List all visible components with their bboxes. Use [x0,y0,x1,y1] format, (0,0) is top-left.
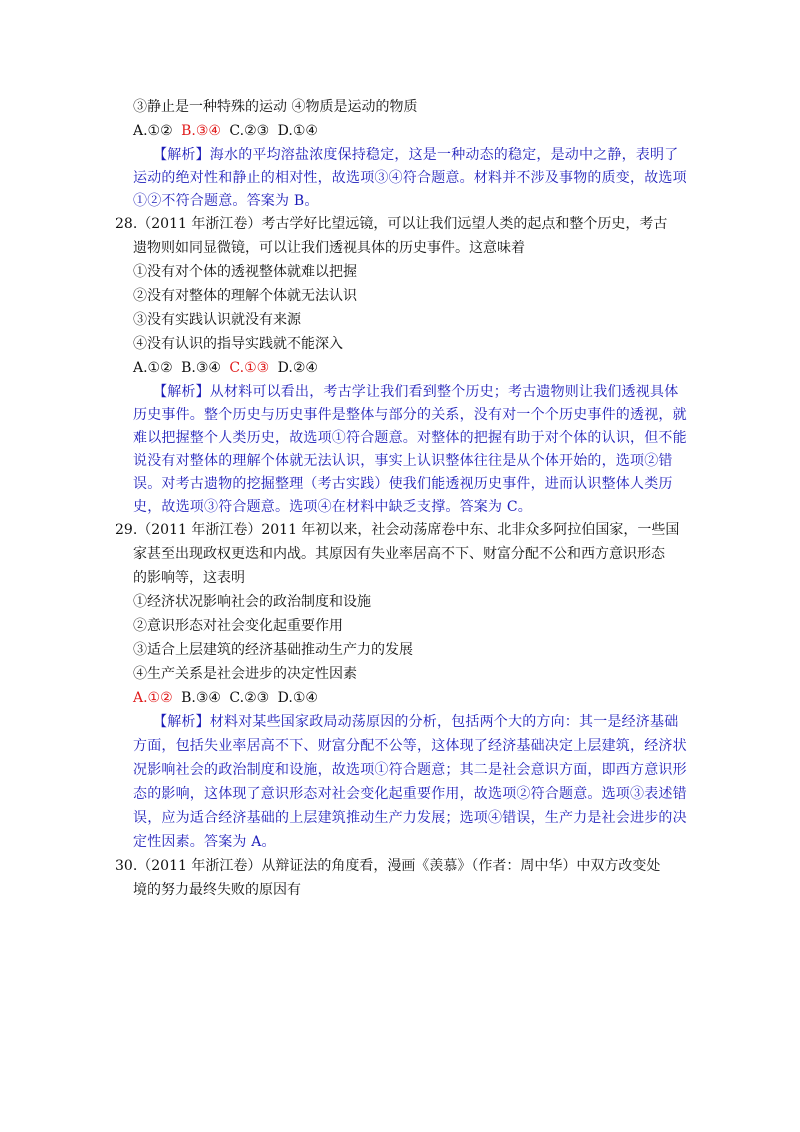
q28-analysis-line: 误。对考古遗物的挖掘整理（考古实践）使我们能透视历史事件，进而认识整体人类历 [133,476,673,492]
q29-option-b: B.③④ [181,690,221,706]
q29-stem-line: 29.（2011 年浙江卷）2011 年初以来，社会动荡席卷中东、北非众多阿拉伯国家，一些国 [115,522,680,538]
q28-stem-line: 遗物则如同显微镜，可以让我们透视具体的历史事件。这意味着 [133,240,525,256]
q29-stem-line: 的影响等，这表明 [133,570,245,586]
q28-analysis-line: 【解析】从材料可以看出，考古学让我们看到整个历史；考古遗物则让我们透视具体 [153,384,679,400]
q29-option-c: C.②③ [229,690,270,706]
q30-stem-line: 境的努力最终失败的原因有 [133,882,301,898]
q28-statement: ④没有认识的指导实践就不能深入 [133,336,343,352]
q29-statement: ④生产关系是社会进步的决定性因素 [133,666,357,682]
q29-analysis-line: 况影响社会的政治制度和设施，故选项①符合题意；其二是社会意识方面，即西方意识形 [133,762,687,778]
q29-analysis-line: 方面，包括失业率居高不下、财富分配不公等，这体现了经济基础决定上层建筑，经济状 [133,738,687,754]
q27-analysis-line: ①②不符合题意。答案为 B。 [133,193,319,209]
q29-analysis-line: 态的影响，这体现了意识形态对社会变化起重要作用，故选项②符合题意。选项③表述错 [133,786,687,802]
q29-stem-line: 家甚至出现政权更迭和内战。其原因有失业率居高不下、财富分配不公和西方意识形态 [133,546,665,562]
q29-option-a: A.①② [133,690,173,706]
q29-statement: ③适合上层建筑的经济基础推动生产力的发展 [133,642,413,658]
q27-option-b: B.③④ [181,123,221,139]
q28-analysis-line: 史，故选项③符合题意。选项④在材料中缺乏支撑。答案为 C。 [133,499,532,515]
q28-analysis-line: 难以把握整个人类历史，故选项①符合题意。对整体的把握有助于对个体的认识，但不能 [133,430,687,446]
q28-statement: ③没有实践认识就没有来源 [133,312,301,328]
q29-option-d: D.①④ [277,690,318,706]
q29-analysis-line: 【解析】材料对某些国家政局动荡原因的分析，包括两个大的方向：其一是经济基础 [153,714,679,730]
q27-statement-line: ③静止是一种特殊的运动 ④物质是运动的物质 [133,99,418,115]
q28-analysis-line: 说没有对整体的理解个体就无法认识，事实上认识整体往往是从个体开始的，选项②错 [133,453,673,469]
q28-option-b: B.③④ [181,360,221,376]
q27-option-d: D.①④ [277,123,318,139]
q28-option-d: D.②④ [277,360,318,376]
q28-statement: ①没有对个体的透视整体就难以把握 [133,264,357,280]
q27-option-c: C.②③ [229,123,270,139]
q27-analysis-line: 【解析】海水的平均溶盐浓度保持稳定，这是一种动态的稳定，是动中之静，表明了 [153,147,679,163]
q29-statement: ②意识形态对社会变化起重要作用 [133,618,343,634]
q28-option-c: C.①③ [229,360,270,376]
q29-analysis-line: 定性因素。答案为 A。 [133,834,276,850]
q29-statement: ①经济状况影响社会的政治制度和设施 [133,594,371,610]
q29-options [133,688,322,708]
q28-option-a: A.①② [133,360,173,376]
q28-analysis-line: 历史事件。整个历史与历史事件是整体与部分的关系，没有对一个个历史事件的透视，就 [133,407,687,423]
q29-analysis-line: 误，应为适合经济基础的上层建筑推动生产力发展；选项④错误，生产力是社会进步的决 [133,810,687,826]
q27-option-a: A.①② [133,123,173,139]
q27-analysis-line: 运动的绝对性和静止的相对性，故选项③④符合题意。材料并不涉及事物的质变，故选项 [133,170,687,186]
q30-stem-line: 30.（2011 年浙江卷）从辩证法的角度看，漫画《羡慕》（作者：周中华）中双方改变处 [115,858,661,874]
q27-options [133,121,322,141]
q28-statement: ②没有对整体的理解个体就无法认识 [133,288,357,304]
q28-options [133,358,322,378]
q28-stem-line: 28.（2011 年浙江卷）考古学好比望远镜，可以让我们远望人类的起点和整个历史，考古 [115,216,668,232]
